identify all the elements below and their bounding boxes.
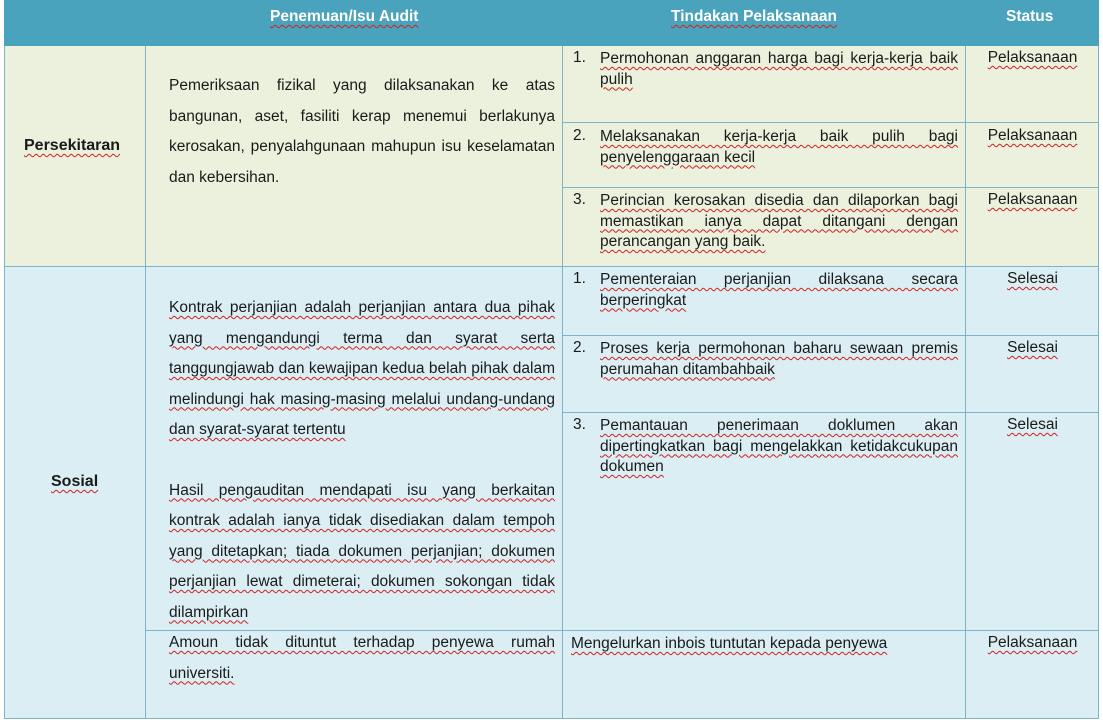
- action-number: 3.: [573, 191, 586, 208]
- audit-table: [4, 0, 1099, 719]
- header-action: Tindakan Pelaksanaan: [671, 8, 837, 25]
- finding-cell: [146, 267, 563, 631]
- action-text: Mengelurkan inbois tuntutan kepada penyewa: [571, 635, 888, 652]
- status-cell: [966, 46, 1099, 123]
- action-text: Proses kerja permohonan baharu sewaan premis perumahan ditambahbaik: [600, 340, 958, 378]
- finding-text: Kontrak perjanjian adalah perjanjian antara dua pihak yang mengandungi terma dan syarat serta tanggungjawab dan kewajipan kedua belah pihak dalam melindungi hak masing-masing melalui undang-undang dan syarat-syarat tertentu Hasil pengauditan mendapati isu yang berkaitan kontrak adalah ianya tidak disediakan dalam tempoh yang ditetapkan; tiada dokumen perjanjian; dokumen perjanjian lewat dimeterai; dokumen sokongan tidak dilampirkan: [169, 299, 555, 621]
- category-label: Sosial: [51, 473, 99, 490]
- status-cell: [966, 631, 1099, 719]
- category-cell: [4, 267, 146, 719]
- action-text: Perincian kerosakan disedia dan dilaporkan bagi memastikan ianya dapat ditangani dengan perancangan yang baik.: [600, 192, 958, 250]
- status-cell: [966, 123, 1099, 188]
- category-label: Persekitaran: [24, 137, 121, 154]
- category-cell: [4, 46, 146, 267]
- action-number: 1.: [573, 49, 586, 66]
- status-badge: Selesai: [1007, 416, 1058, 433]
- action-number: 2.: [573, 127, 586, 144]
- action-text: Pemantauan penerimaan doklumen akan dipertingkatkan bagi mengelakkan ketidakcukupan dokumen: [600, 417, 958, 475]
- status-badge: Pelaksanaan: [987, 191, 1078, 208]
- finding-text: Amoun tidak dituntut terhadap penyewa rumah universiti.: [169, 634, 555, 682]
- action-cell: [563, 46, 966, 123]
- status-cell: [966, 267, 1099, 336]
- action-cell: [563, 336, 966, 413]
- status-cell: [966, 336, 1099, 413]
- finding-cell: [146, 631, 563, 719]
- header-finding: Penemuan/Isu Audit: [270, 8, 419, 25]
- status-badge: Pelaksanaan: [987, 634, 1078, 651]
- status-cell: [966, 188, 1099, 267]
- action-text: Permohonan anggaran harga bagi kerja-kerja baik pulih: [600, 50, 958, 88]
- status-badge: Pelaksanaan: [987, 49, 1078, 66]
- header-status: Status: [1006, 8, 1054, 25]
- action-cell: [563, 188, 966, 267]
- action-cell: [563, 267, 966, 336]
- action-text: Pementeraian perjanjian dilaksana secara berperingkat: [600, 271, 958, 309]
- status-badge: Selesai: [1007, 339, 1058, 356]
- action-cell: [563, 413, 966, 631]
- finding-text: Pemeriksaan fizikal yang dilaksanakan ke atas bangunan, aset, fasiliti kerap menemui berlakunya kerosakan, penyalahgunaan mahupun isu keselamatan dan kebersihan.: [169, 77, 555, 186]
- action-number: 2.: [573, 339, 586, 356]
- action-text: Melaksanakan kerja-kerja baik pulih bagi penyelenggaraan kecil: [600, 128, 958, 166]
- status-cell: [966, 413, 1099, 631]
- action-cell: [563, 631, 966, 719]
- status-badge: Pelaksanaan: [987, 127, 1078, 144]
- action-cell: [563, 123, 966, 188]
- finding-cell: [146, 46, 563, 267]
- action-number: 3.: [573, 416, 586, 433]
- status-badge: Selesai: [1007, 270, 1058, 287]
- action-number: 1.: [573, 270, 586, 287]
- table-header: [4, 0, 1099, 46]
